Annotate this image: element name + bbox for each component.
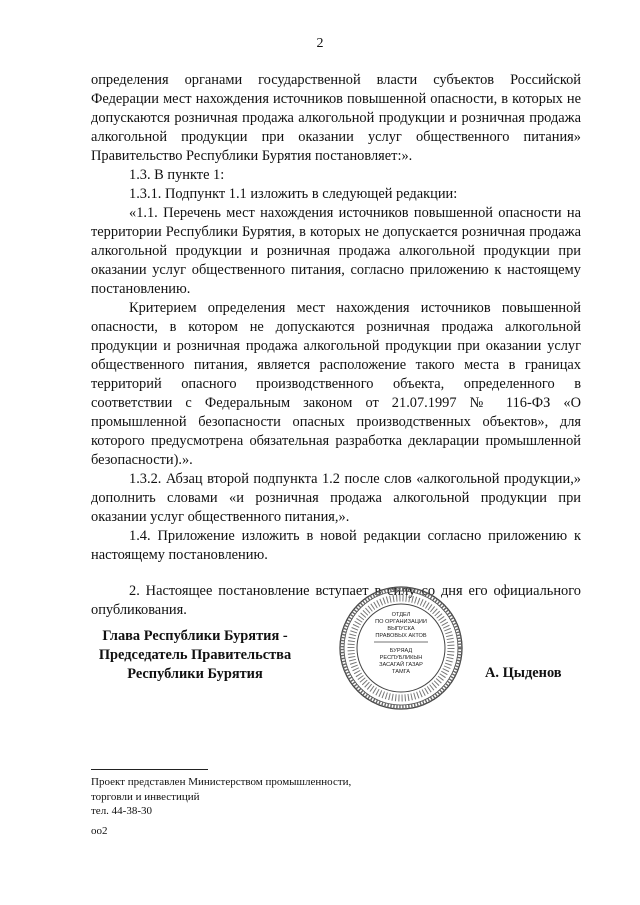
body-paragraph: 1.3.2. Абзац второй подпункта 1.2 после слов «алкогольной продукции,» дополнить словами «и розничная продажа алкогольной продукции при оказании услуг общественного питания,». [91, 471, 581, 525]
footnote-line: Проект представлен Министерством промышленности, [91, 776, 352, 788]
body-paragraph: определения органами государственной власти субъектов Российской Федерации мест нахождения источников повышенной опасности, в которых не допускаются розничная продажа алкогольной продукции и розничная продажа алкогольной продукции при оказании услуг общественного питания» Правительство Республики Бурятия постановляет:». [91, 72, 581, 164]
body-paragraph: 1.3. В пункте 1: [129, 167, 225, 183]
footnote-line: тел. 44-38-30 [91, 805, 153, 817]
official-stamp-seal [338, 585, 464, 711]
body-paragraph: Критерием определения мест нахождения источников повышенной опасности, в котором не допускаются розничная продажа алкогольной продукции и розничная продажа алкогольной продукции при оказании услуг общественного питания, является расположение такого места в границах территорий опасного производственного объекта, определенного в соответствии с Федеральным законом от 21.07.1997 № 116-ФЗ «О промышленной безопасности опасных производственных объектов», для которого предусмотрена обязательная разработка декларации промышленной безопасности).». [91, 300, 581, 468]
stamp-line: ПО ОРГАНИЗАЦИИ [375, 619, 427, 625]
footnote [91, 775, 511, 819]
body-paragraph: 2. Настоящее постановление вступает в силу со дня его официального опубликования. [91, 583, 581, 618]
signer-name: А. Цыденов [485, 665, 562, 681]
document-body [91, 71, 581, 620]
footnote-line: торговли и инвестиций [91, 790, 200, 803]
stamp-line: БУРЯАД [389, 648, 413, 654]
signatory-title [90, 627, 300, 684]
document-code: оо2 [91, 825, 108, 837]
body-paragraph: 1.4. Приложение изложить в новой редакции согласно приложению к настоящему постановлению. [91, 528, 581, 563]
stamp-line: РЕСПУБЛИКЫН [379, 655, 423, 661]
body-paragraph: «1.1. Перечень мест нахождения источников повышенной опасности на территории Республики Бурятия, в которых не допускается розничная продажа алкогольной продукции и розничная продажа алкогольной продукции при оказании услуг общественного питания, согласно приложению к настоящему постановлению. [91, 205, 581, 297]
stamp-line: ВЫПУСКА [387, 626, 415, 632]
signatory-title-line: Председатель Правительства [98, 647, 292, 663]
stamp-line: ОТДЕЛ [391, 612, 411, 618]
signatory-title-line: Глава Республики Бурятия - [102, 628, 288, 644]
stamp-line: ЗАСАГАЙ ГАЗАР [379, 662, 423, 668]
stamp-line: ТАМГА [391, 669, 411, 675]
stamp-line: ПРАВОВЫХ АКТОВ [375, 633, 427, 639]
body-paragraph: 1.3.1. Подпункт 1.1 изложить в следующей редакции: [129, 186, 458, 202]
signatory-title-line: Республики Бурятия [127, 666, 263, 682]
footnote-divider [91, 769, 208, 770]
page-number: 2 [316, 36, 324, 51]
official-stamp [338, 585, 464, 711]
